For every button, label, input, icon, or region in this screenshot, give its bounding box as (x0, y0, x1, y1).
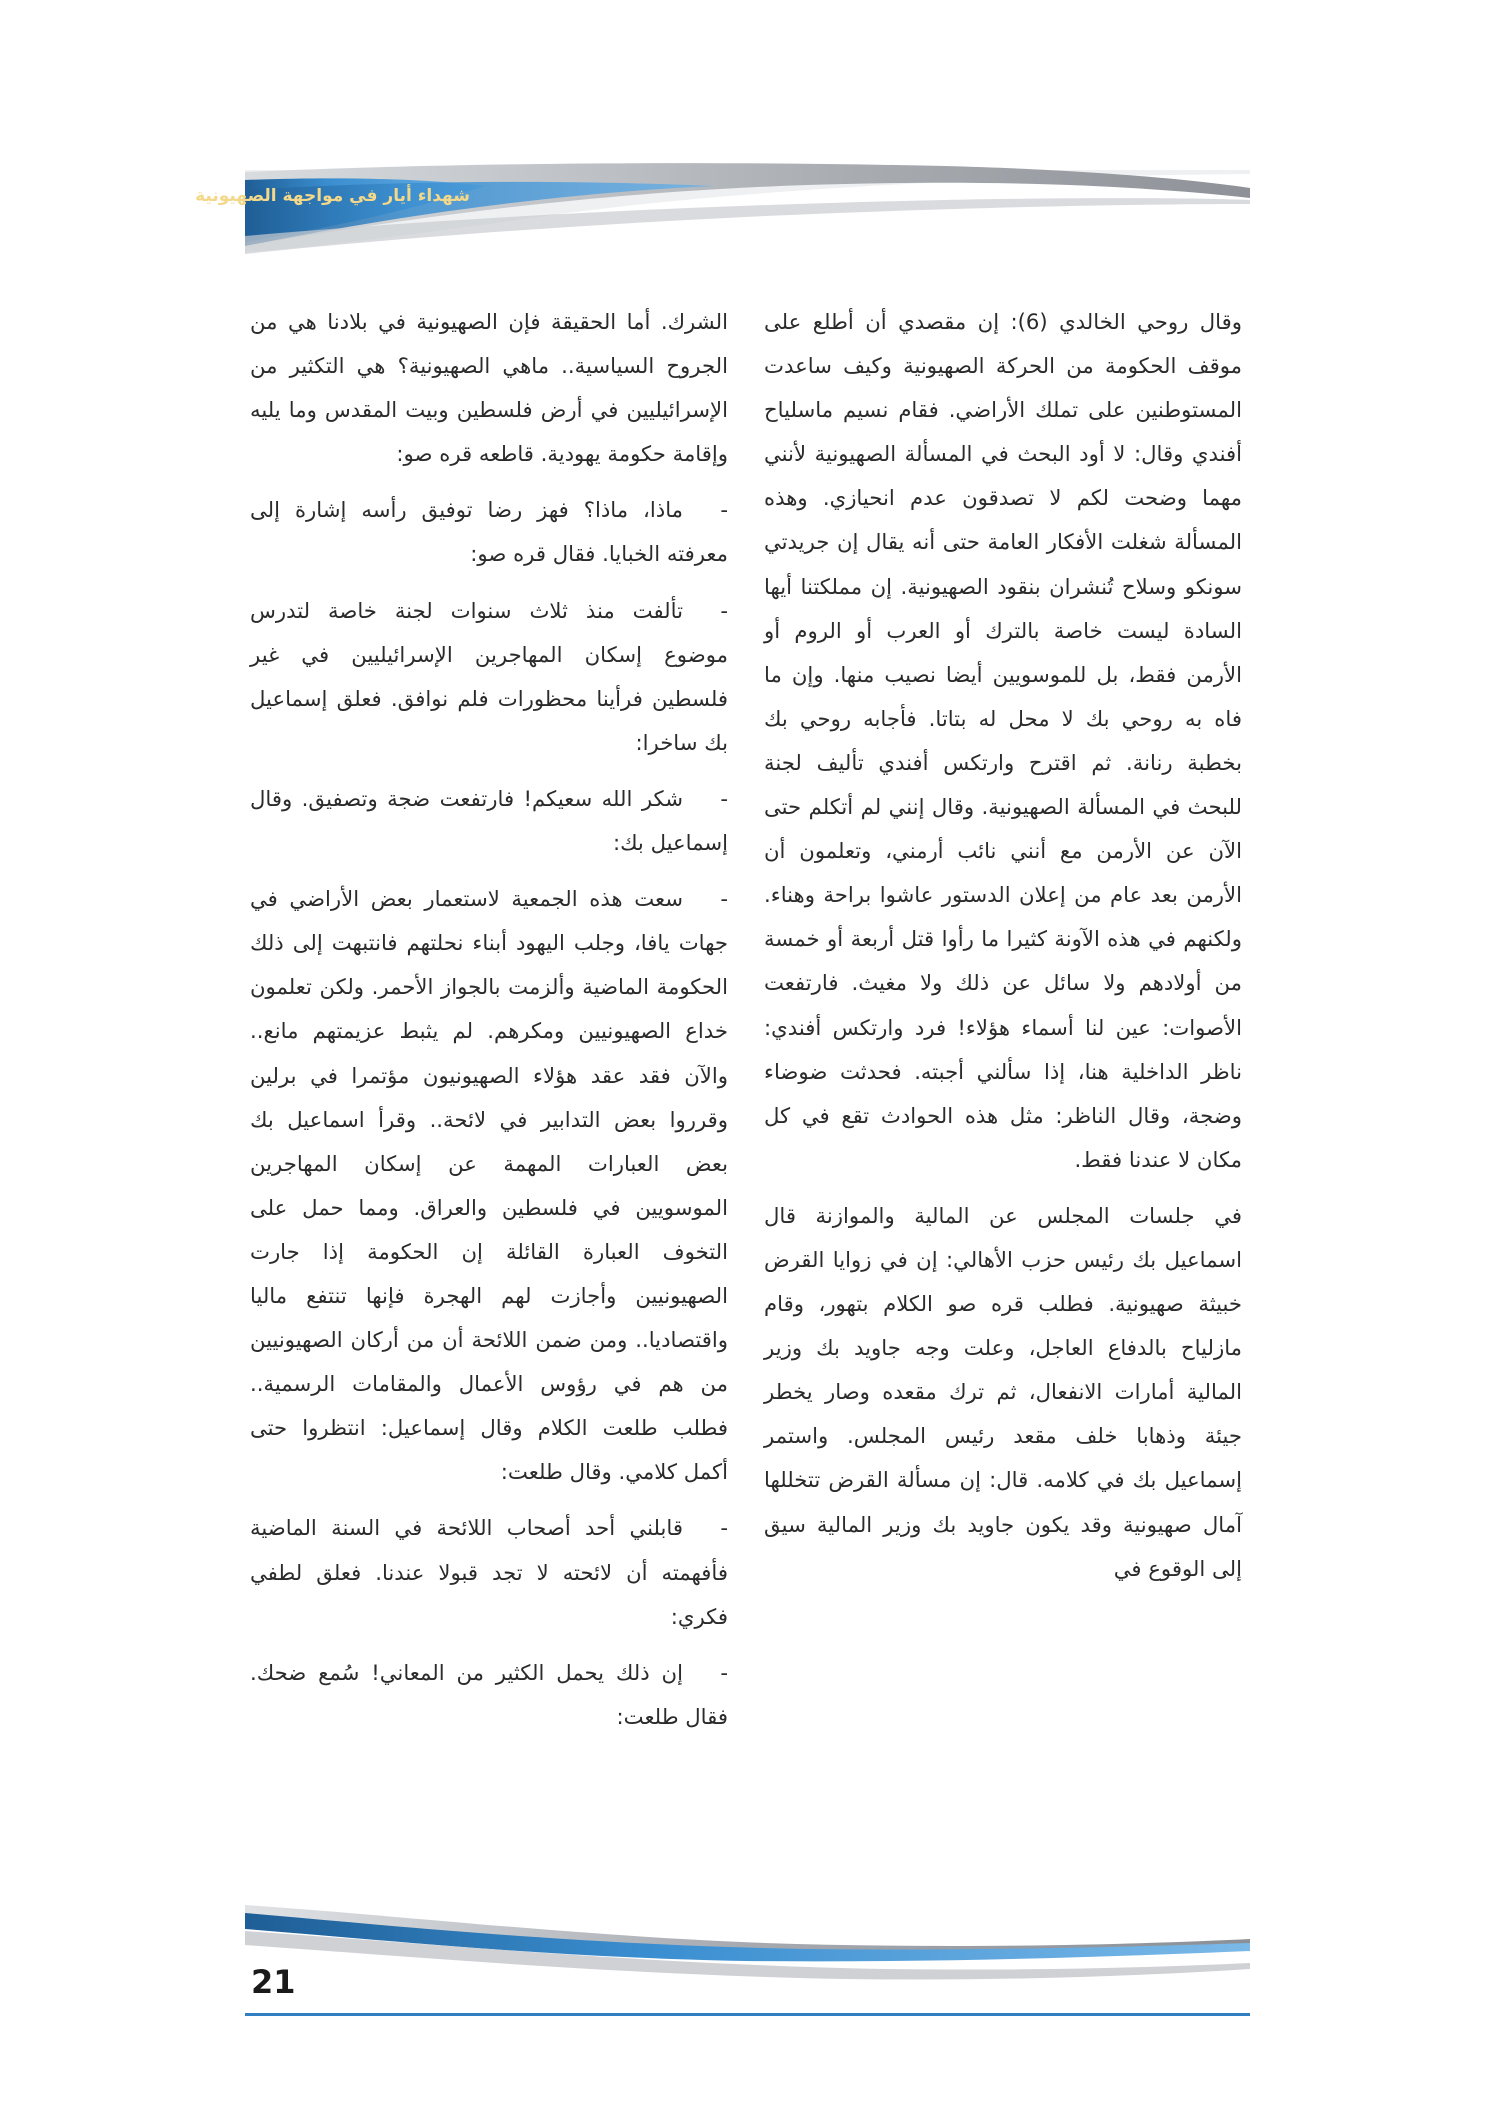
dialogue-text: سعت هذه الجمعية لاستعمار بعض الأراضي في جهات يافا، وجلب اليهود أبناء نحلتهم فانتبهت إلى ذلك الحكومة الماضية وألزمت بالجواز الأحمر. ولكن تعلمون خداع الصهيونيين ومكرهم. لم يثبط عزيمتهم مانع.. والآن فقد عقد هؤلاء الصهيونيون مؤتمرا في برلين وقرروا بعض التدابير في لائحة.. وقرأ اسماعيل بك بعض العبارات المهمة عن إسكان المهاجرين الموسويين في فلسطين والعراق. ومما حمل على التخوف العبارة القائلة إن الحكومة إذا جارت الصهيونيين وأجازت لهم الهجرة فإنها تنتفع ماليا واقتصاديا.. ومن ضمن اللائحة أن من أركان الصهيونيين من هم في رؤوس الأعمال والمقامات الرسمية.. فطلب طلعت الكلام وقال إسماعيل: انتظروا حتى أكمل كلامي. وقال طلعت: (250, 886, 728, 1485)
dialogue-dash: - (720, 1515, 728, 1541)
paragraph: في جلسات المجلس عن المالية والموازنة قال اسماعيل بك رئيس حزب الأهالي: إن في زوايا القرض خبيثة صهيونية. فطلب قره صو الكلام بتهور، وقام مازلياح بالدفاع العاجل، وعلت وجه جاويد بك وزير المالية أمارات الانفعال، ثم ترك مقعده وصار يخطر جيئة وذهابا خلف مقعد رئيس المجلس. واستمر إسماعيل بك في كلامه. قال: إن مسألة القرض تتخللها آمال صهيونية وقد يكون جاويد بك وزير المالية سيق إلى الوقوع في (764, 1202, 1242, 1581)
page-header (195, 150, 1250, 260)
dialogue-paragraph (250, 1651, 728, 1739)
dialogue-text: تألفت منذ ثلاث سنوات لجنة خاصة لتدرس موضوع إسكان المهاجرين الإسرائيليين في غير فلسطين فرأينا محظورات فلم نوافق. فعلق إسماعيل بك ساخرا: (250, 597, 728, 755)
dialogue-text: ماذا، ماذا؟ فهز رضا توفيق رأسه إشارة إلى معرفته الخبايا. فقال قره صو: (250, 497, 728, 567)
dialogue-dash: - (720, 597, 728, 623)
header-title: شهداء أيار في مواجهة الصهيونية (195, 186, 470, 206)
page-number: 21 (251, 1963, 296, 2001)
paragraph: الشرك. أما الحقيقة فإن الصهيونية في بلادنا هي من الجروح السياسية.. ماهي الصهيونية؟ هي التكثير من الإسرائيليين في أرض فلسطين وبيت المقدس وما يليه وإقامة حكومة يهودية. قاطعه قره صو: (250, 309, 728, 467)
dialogue-dash: - (720, 886, 728, 912)
dialogue-paragraph (250, 877, 728, 1494)
dialogue-text: قابلني أحد أصحاب اللائحة في السنة الماضية فأفهمته أن لائحته لا تجد قبولا عندنا. فعلق لطفي فكري: (250, 1515, 728, 1629)
dialogue-dash: - (720, 1659, 728, 1685)
right-text-column (764, 300, 1242, 1591)
dialogue-paragraph (250, 777, 728, 865)
dialogue-paragraph (250, 1506, 728, 1638)
dialogue-text: شكر الله سعيكم! فارتفعت ضجة وتصفيق. وقال إسماعيل بك: (250, 785, 728, 856)
dialogue-dash: - (720, 785, 728, 811)
dialogue-paragraph (250, 589, 728, 765)
paragraph: وقال روحي الخالدي (6): إن مقصدي أن أطلع على موقف الحكومة من الحركة الصهيونية وكيف ساعدت المستوطنين على تملك الأراضي. فقام نسيم ماسلياح أفندي وقال: لا أود البحث في المسألة الصهيونية لأنني مهما وضحت لكم لا تصدقون عدم انحيازي. وهذه المسألة شغلت الأفكار العامة حتى أنه يقال إن جريدتي سونكو وسلاح تُنشران بنقود الصهيونية. إن مملكتنا أيها السادة ليست خاصة بالترك أو العرب أو الروم أو الأرمن فقط، بل للموسويين أيضا نصيب منها. وإن ما فاه به روحي بك لا محل له بتاتا. فأجابه روحي بك بخطبة رنانة. ثم اقترح وارتكس أفندي تأليف لجنة للبحث في المسألة الصهيونية. وقال إنني لم أتكلم حتى الآن عن الأرمن مع أنني نائب أرمني، وتعلمون أن الأرمن بعد عام من إعلان الدستور عاشوا براحة وهناء. ولكنهم في هذه الآونة كثيرا ما رأوا قتل أربعة أو خمسة من أولادهم ولا سائل عن ذلك ولا مغيث. فارتفعت الأصوات: عين لنا أسماء هؤلاء! فرد وارتكس أفندي: ناظر الداخلية هنا، إذا سألني أجبته. فحدثت ضوضاء وضجة، وقال الناظر: مثل هذه الحوادث تقع في كل مكان لا عندنا فقط. (764, 309, 1242, 1172)
left-text-column (250, 300, 728, 1739)
dialogue-text: إن ذلك يحمل الكثير من المعاني! سُمع ضحك. فقال طلعت: (250, 1659, 728, 1729)
page-footer (245, 1905, 1250, 2020)
dialogue-paragraph (250, 488, 728, 576)
footer-swoosh-graphic (245, 1905, 1250, 2020)
dialogue-dash: - (720, 497, 728, 523)
